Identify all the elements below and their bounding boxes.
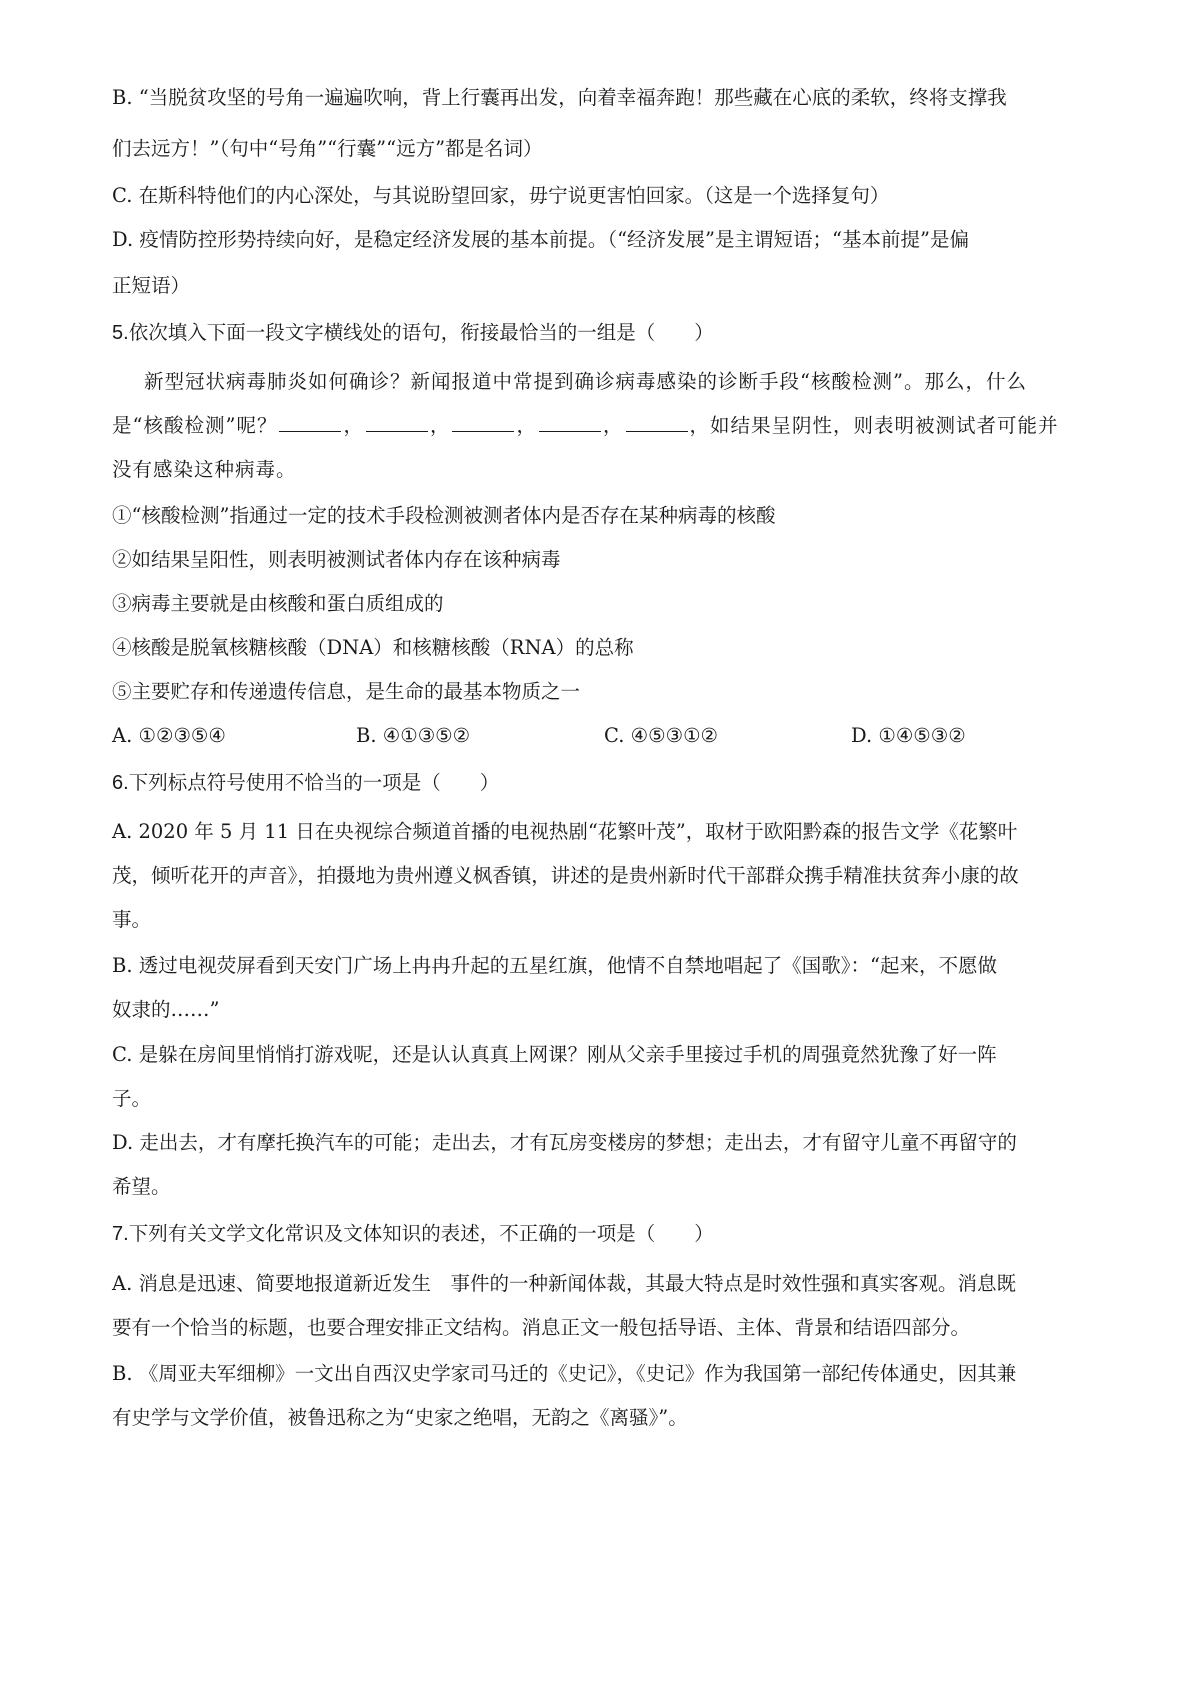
q5-passage-line-3: 没有感染这种病毒。 [112, 458, 297, 481]
q6-option-b-line-1: B. 透过电视荧屏看到天安门广场上冉冉升起的五星红旗，他情不自禁地唱起了《国歌》：“起来，不愿做 [112, 954, 997, 977]
blank-sep-2: ， [429, 414, 451, 437]
q6-option-a-line-2: 茂，倾听花开的声音》，拍摄地为贵州遵义枫香镇，讲述的是贵州新时代干部群众携手精准扶贫奔小康的故 [112, 864, 1019, 887]
q7-option-a-line-1: A. 消息是迅速、简要地报道新近发生 事件的一种新闻体裁，其最大特点是时效性强和真实客观。消息既 [112, 1272, 1016, 1295]
q4-option-b-line-2: 们去远方！”（句中“号角”“行囊”“远方”都是名词） [112, 137, 543, 160]
q6-option-c-line-1: C. 是躲在房间里悄悄打游戏呢，还是认认真真上网课？刚从父亲手里接过手机的周强竟然犹豫了好一阵 [112, 1043, 997, 1066]
q6-option-a-line-1: A. 2020 年 5 月 11 日在央视综合频道首播的电视热剧“花繁叶茂”，取材于欧阳黔森的报告文学《花繁叶 [112, 820, 1018, 843]
q7-option-a-line-2: 要有一个恰当的标题，也要合理安排正文结构。消息正文一般包括导语、主体、背景和结语四部分。 [112, 1316, 971, 1339]
q6-stem [112, 769, 499, 797]
q7-option-b-line-2: 有史学与文学价值，被鲁迅称之为“史家之绝唱，无韵之《离骚》”。 [112, 1406, 688, 1429]
q7-stem-text: 下列有关文学文化常识及文体知识的表述，不正确的一项是（ ） [128, 1222, 714, 1245]
q7-number: 7. [112, 1223, 129, 1245]
q5-stem-text: 依次填入下面一段文字横线处的语句，衔接最恰当的一组是（ ） [128, 321, 714, 344]
q5-item-3: ③病毒主要就是由核酸和蛋白质组成的 [112, 592, 444, 615]
q6-option-a-line-3: 事。 [112, 908, 152, 931]
q5-passage-line-1: 新型冠状病毒肺炎如何确诊？新闻报道中常提到确诊病毒感染的诊断手段“核酸检测”。那么，什么 [144, 370, 1027, 393]
q6-option-b-line-2: 奴隶的……” [112, 998, 220, 1021]
q6-option-d-line-1: D. 走出去，才有摩托换汽车的可能；走出去，才有瓦房变楼房的梦想；走出去，才有留守儿童不再留守的 [112, 1131, 1017, 1154]
q7-option-b-line-1: B. 《周亚夫军细柳》一文出自西汉史学家司马迁的《史记》，《史记》作为我国第一部纪传体通史，因其兼 [112, 1362, 1017, 1385]
q5-stem [112, 319, 714, 347]
blank-4 [539, 413, 601, 432]
q5-option-c: C. ④⑤③①② [604, 724, 719, 747]
blank-sep-3: ， [516, 414, 537, 437]
q5-item-2: ②如结果呈阳性，则表明被测试者体内存在该种病毒 [112, 548, 561, 571]
q5-option-b: B. ④①③⑤② [356, 724, 471, 747]
blank-1 [279, 413, 341, 432]
q5-number: 5. [112, 322, 129, 344]
q4-option-d-line-1: D. 疫情防控形势持续向好，是稳定经济发展的基本前提。（“经济发展”是主谓短语；“基本前提”是偏 [112, 228, 969, 251]
q7-stem [112, 1220, 714, 1248]
q5-option-d: D. ①④⑤③② [851, 724, 966, 747]
q4-option-b-line-1: B. “当脱贫攻坚的号角一遍遍吹响，背上行囊再出发，向着幸福奔跑！那些藏在心底的柔软，终将支撑我 [112, 86, 1007, 109]
blank-5 [626, 413, 688, 432]
blank-2 [366, 413, 428, 432]
q6-option-c-line-2: 子。 [112, 1087, 152, 1110]
q4-option-c: C. 在斯科特他们的内心深处，与其说盼望回家，毋宁说更害怕回家。（这是一个选择复句） [112, 184, 890, 207]
q5-passage-line-2-end: ，如结果呈阴性，则表明被测试者可能并 [689, 414, 1059, 437]
q5-passage-line-2 [112, 412, 1059, 440]
q5-item-4: ④核酸是脱氧核糖核酸（DNA）和核糖核酸（RNA）的总称 [112, 636, 634, 659]
blank-3 [452, 413, 514, 432]
q4-option-d-line-2: 正短语） [112, 274, 191, 297]
q6-option-d-line-2: 希望。 [112, 1175, 171, 1198]
blank-sep-4: ， [603, 414, 624, 437]
q5-item-1: ①“核酸检测”指通过一定的技术手段检测被测者体内是否存在某种病毒的核酸 [112, 504, 776, 527]
q6-stem-text: 下列标点符号使用不恰当的一项是（ ） [128, 771, 500, 794]
q5-item-5: ⑤主要贮存和传递遗传信息，是生命的最基本物质之一 [112, 680, 581, 703]
blank-sep-1: ， [343, 414, 364, 437]
q6-number: 6. [112, 772, 129, 794]
q5-passage-line-2-start: 是“核酸检测”呢？ [112, 414, 278, 437]
q5-option-a: A. ①②③⑤④ [112, 724, 226, 747]
